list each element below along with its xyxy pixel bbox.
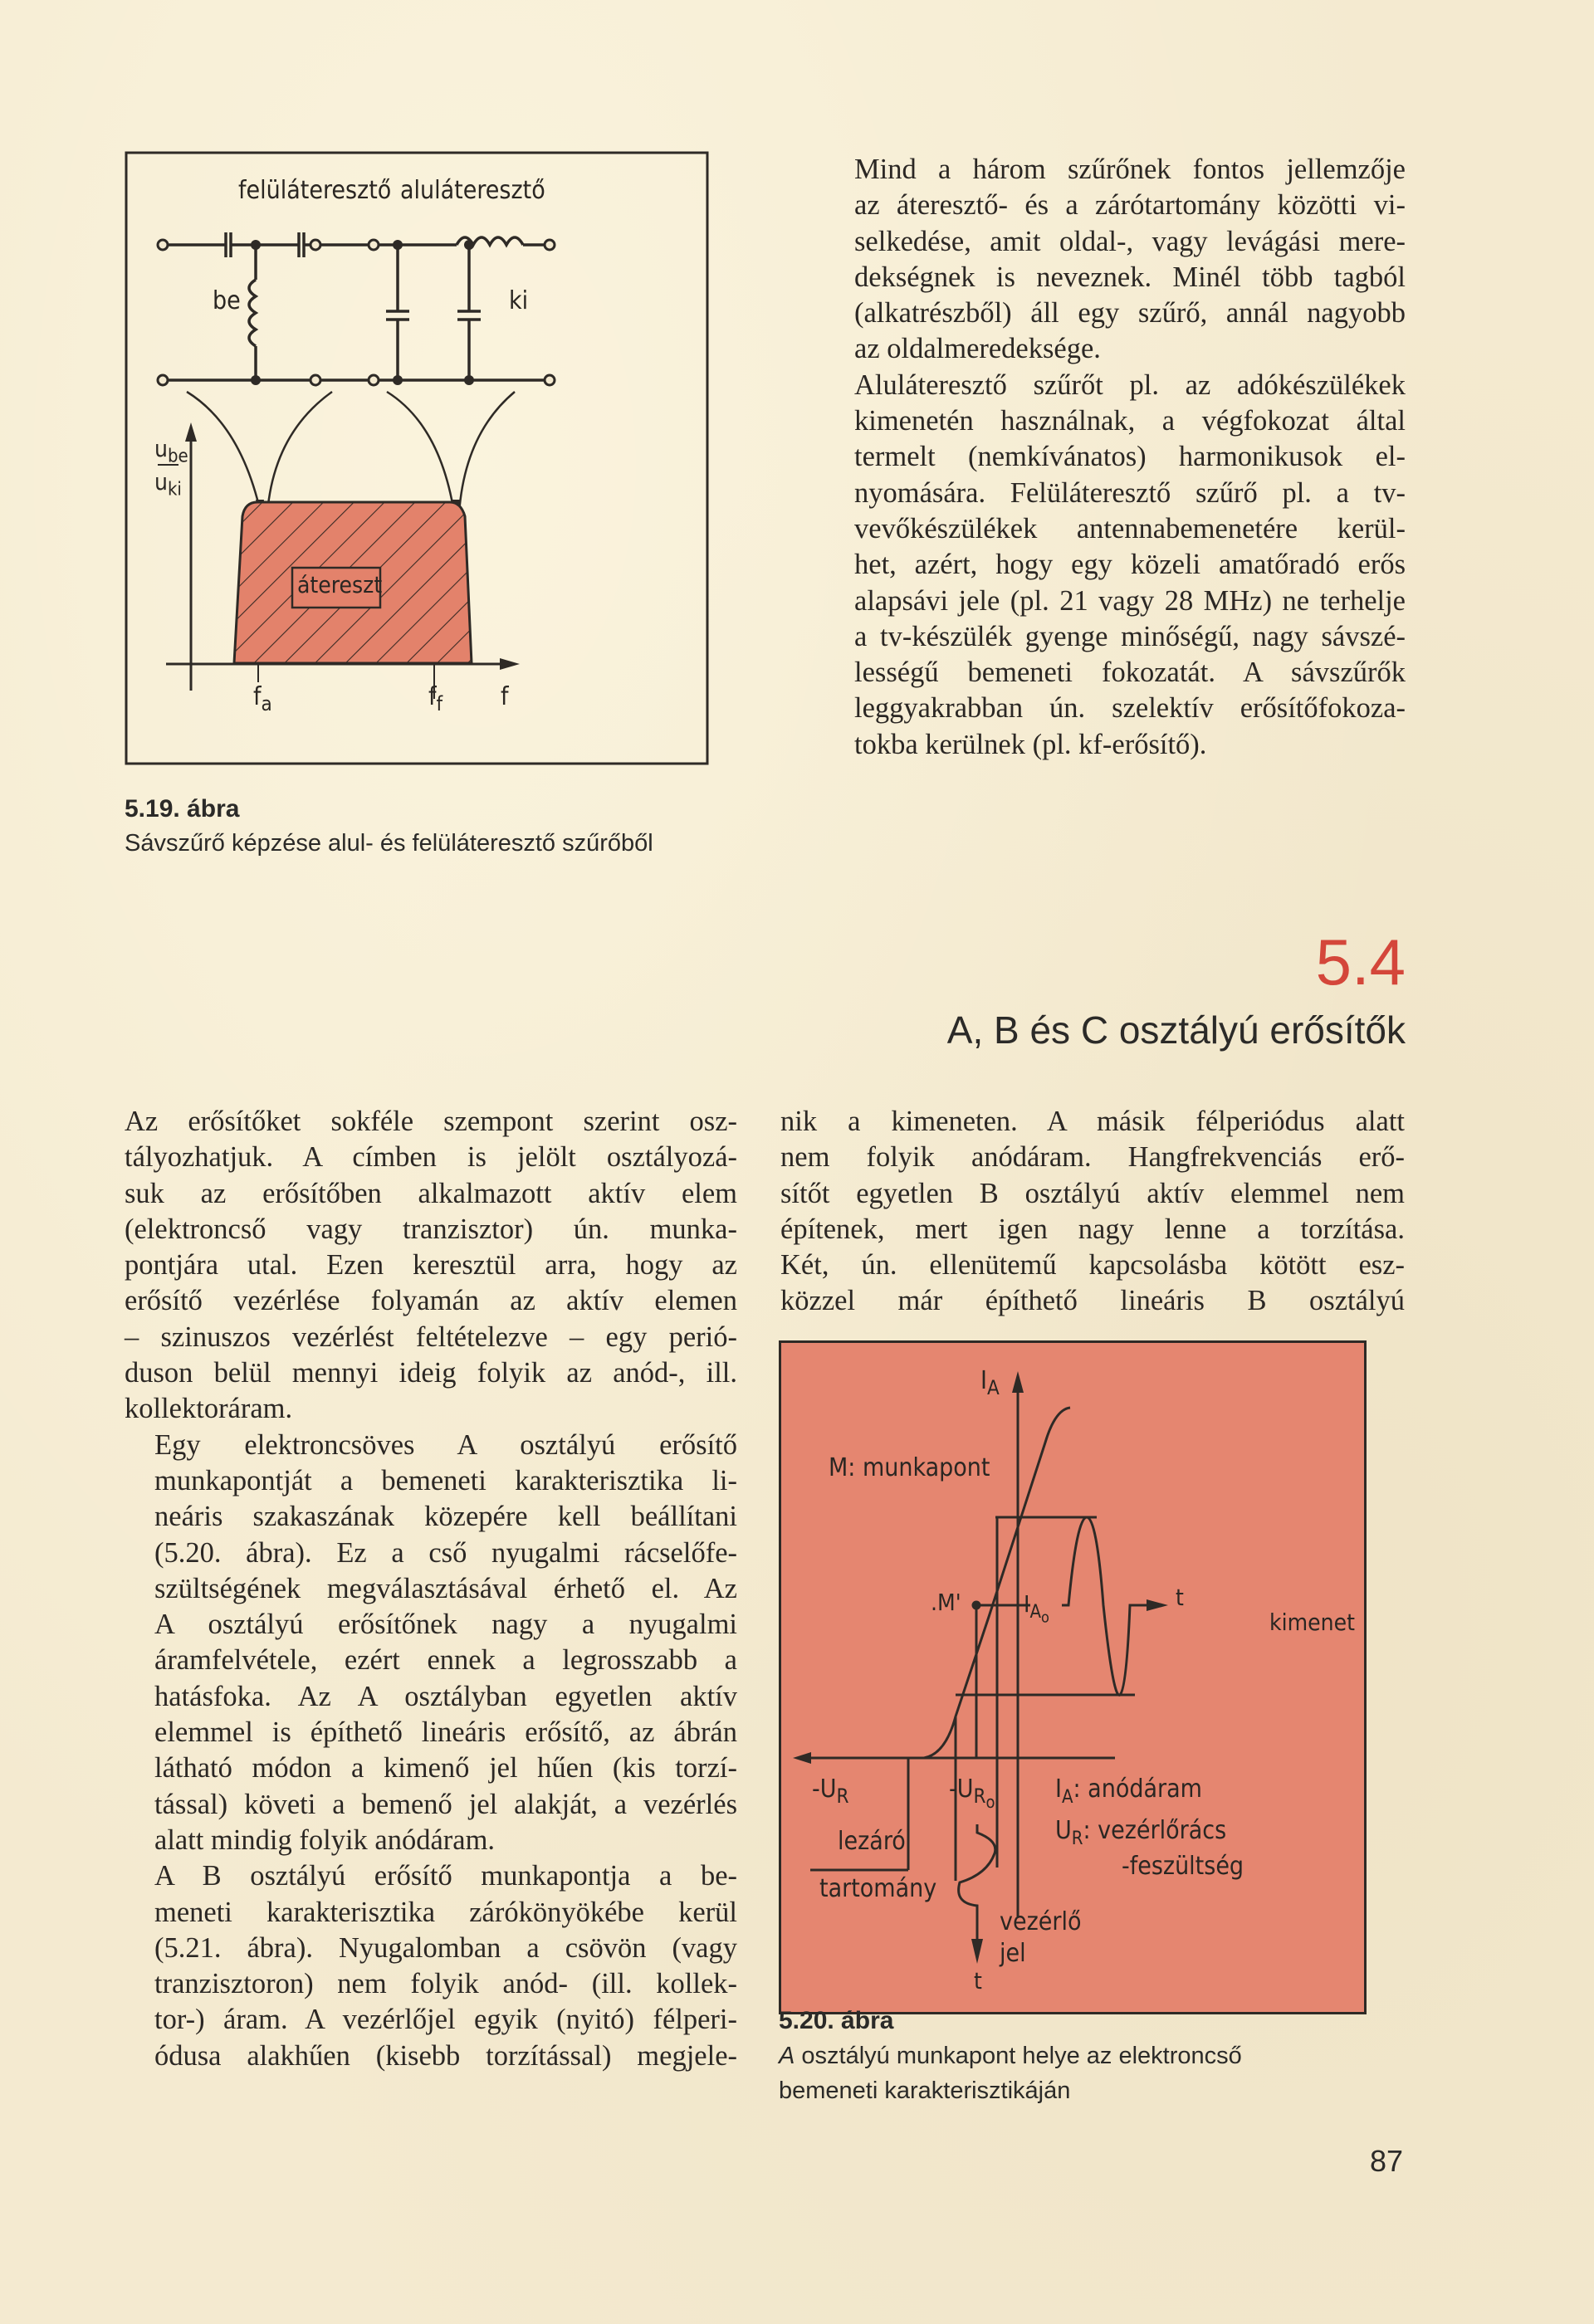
caption-text-line-1: osztályú munkapont helye az elektroncső [795, 2043, 1242, 2069]
text-line: leggyakrabban ún. szelektív erősítőfokoza- [854, 692, 1406, 725]
cutoff-label-2: tartomány [819, 1874, 937, 1903]
x-axis-label: f [501, 682, 509, 711]
f-upper-label: $f_f$ [428, 682, 443, 715]
figure-5-19-caption: Sávszűrő képzése alul- és felüláteresztő szűrőből [125, 830, 653, 857]
text-line: az áteresztő- és a zárótartomány közötti vi- [854, 189, 1406, 222]
text-line: dekségnek is neveznek. Minél több tagból [854, 261, 1406, 293]
legend-ia: $I_A$: anódáram [1055, 1775, 1202, 1808]
caption-italic-letter: A [779, 2043, 795, 2069]
text-line: tással) követi a bemenő jel alakját, a vezérlés [154, 1788, 737, 1820]
text-line: Két, ún. ellenütemű kapcsolásba kötött esz- [780, 1249, 1405, 1282]
text-line: A osztályú erősítőnek nagy a nyugalmi [154, 1609, 737, 1641]
section-number: 5.4 [1315, 925, 1406, 998]
text-line: kollektoráram. [125, 1393, 293, 1425]
control-signal-label-2: jel [1000, 1939, 1026, 1968]
text-line: suk az erősítőben alkalmazott aktív elem [125, 1177, 737, 1209]
text-line: sítőt egyetlen B osztályú aktív elemmel nem [780, 1177, 1405, 1209]
text-line: Az erősítőket sokféle szempont szerint osz- [125, 1106, 737, 1137]
figure-5-19 [125, 151, 710, 765]
text-line: nem folyik anódáram. Hangfrekvenciás erő- [780, 1141, 1405, 1174]
control-signal-label-1: vezérlő [1000, 1907, 1082, 1936]
text-line: meneti karakterisztika zárókönyökébe kerül [154, 1896, 737, 1928]
text-line: duson belül mennyi ideig folyik az anód-, ill. [125, 1357, 737, 1389]
text-line: alapsávi jele (pl. 21 vagy 28 MHz) ne terhelje [854, 584, 1406, 617]
t-input-label: t [974, 1967, 982, 1994]
paragraph [125, 1104, 737, 1428]
t-output-label: t [1176, 1584, 1184, 1611]
text-line: nik a kimeneten. A másik félperiódus alatt [780, 1106, 1405, 1137]
paragraph [824, 152, 1406, 368]
text-line: tályozhatjuk. A címben is jelölt osztályozá- [125, 1141, 737, 1174]
text-line: tor-) áram. A vezérlőjel egyik (nyitó) félperi- [154, 2004, 737, 2036]
legend-ur: $U_R$: vezérlőrács [1055, 1816, 1227, 1849]
section-title: A, B és C osztályú erősítők [946, 1008, 1406, 1052]
lowpass-label: aluláteresztő [400, 176, 545, 205]
text-line: erősítő vezérlése folyamán az aktív elemen [125, 1285, 737, 1317]
output-label: ki [509, 286, 529, 315]
text-line: Egy elektroncsöves A osztályú erősítő [154, 1428, 737, 1461]
text-line: het, azért, hogy egy közeli amatőradó erős [854, 549, 1406, 581]
text-line: alatt mindig folyik anódáram. [154, 1824, 496, 1856]
m-point-label: .M' [931, 1589, 961, 1616]
page-number: 87 [1370, 2144, 1404, 2178]
text-line: vevőkészülékek antennabemenetére kerül- [854, 512, 1406, 544]
neg-ur0-label: $-U_{R_o}$ [949, 1775, 995, 1812]
caption-text-line-2: bemeneti karakterisztikáján [779, 2077, 1071, 2104]
text-line: közzel már építhető lineáris B osztályú [780, 1285, 1405, 1317]
figure-5-20-number: 5.20. ábra [779, 2007, 894, 2034]
text-line: Mind a három szűrőnek fontos jellemzője [854, 154, 1406, 185]
text-line: ódusa alakhűen (kisebb torzítással) megjele- [154, 2039, 737, 2072]
output-label: kimenet [1269, 1609, 1355, 1636]
paragraph [780, 1104, 1405, 1320]
text-line: neáris szakaszának közepére kell beállítani [154, 1501, 737, 1533]
text-line: pontjára utal. Ezen keresztül arra, hogy az [125, 1249, 737, 1282]
legend-munkapont: M: munkapont [829, 1453, 990, 1482]
text-line: az oldalmeredeksége. [854, 333, 1101, 365]
text-line: kimenetén használnak, a végfokozat által [854, 405, 1406, 437]
right-column-top-text [824, 152, 1406, 763]
legend-ur-line2: -feszültség [1122, 1852, 1244, 1881]
text-line: (5.20. ábra). Ez a cső nyugalmi rácselőfe- [154, 1536, 737, 1569]
paragraph [824, 368, 1406, 763]
f-lower-label: $f_a$ [253, 682, 272, 715]
ia0-label: $I_{A_o}$ [1024, 1590, 1049, 1626]
text-line: munkapontját a bemeneti karakterisztika li- [154, 1464, 737, 1496]
text-line: (alkatrészből) áll egy szűrő, annál nagyobb [854, 297, 1406, 330]
text-line: áramfelvétele, ezért ennek a legrosszabb a [154, 1644, 737, 1677]
highpass-label: felüláteresztő [238, 176, 392, 205]
text-line: nyomására. Felüláteresztő szűrő pl. a tv- [854, 476, 1406, 509]
right-column-bottom-text [780, 1104, 1405, 1320]
text-line: látható módon a kimenő jel hűen (kis torzí- [154, 1752, 737, 1784]
text-line: lességű bemeneti fokozatát. A sávszűrők [854, 657, 1406, 689]
text-line: építenek, mert igen nagy lenne a torzítása. [780, 1213, 1405, 1245]
text-line: Aluláteresztő szűrőt pl. az adókészülékek [854, 369, 1406, 401]
bandpass-filter-diagram [125, 151, 710, 765]
text-line: szültségének megválasztásával érhető el. Az [154, 1572, 737, 1604]
input-label: be [213, 286, 241, 315]
paragraph [125, 1428, 737, 1859]
text-line: – szinuszos vezérlést feltételezve – egy perió- [125, 1321, 737, 1353]
figure-5-20 [779, 1340, 1367, 2014]
figure-5-19-number: 5.19. ábra [125, 795, 240, 823]
figure-5-20-caption [779, 2038, 1242, 2108]
y-axis-numerator: $u_{be}$ [154, 435, 188, 467]
text-line: selkedése, amit oldal-, vagy levágási mere- [854, 225, 1406, 257]
text-line: A B osztályú erősítő munkapontja a be- [154, 1860, 737, 1892]
text-line: tokba kerülnek (pl. kf-erősítő). [854, 728, 1207, 760]
text-line: (5.21. ábra). Nyugalomban a csövön (vagy [154, 1931, 737, 1964]
y-axis-denominator: $u_{ki}$ [154, 468, 182, 500]
neg-ur-label: $-U_R$ [812, 1775, 849, 1808]
text-line: hatásfoka. Az A osztályban egyetlen aktív [154, 1680, 737, 1712]
ia-axis-label: $I_A$ [980, 1366, 1000, 1399]
text-line: elemmel is építhető lineáris erősítő, az ábrán [154, 1716, 737, 1749]
text-line: termelt (nemkívánatos) harmonikusok el- [854, 441, 1406, 473]
paragraph [125, 1858, 737, 2074]
text-line: tranzisztoron) nem folyik anód- (ill. kollek- [154, 1968, 737, 2000]
left-column-bottom-text [125, 1104, 737, 2074]
cutoff-label-1: lezáró [838, 1827, 906, 1856]
text-line: a tv-készülék gyenge minőségű, nagy sávszé- [854, 620, 1406, 652]
text-line: (elektroncső vagy tranzisztor) ún. munka- [125, 1213, 737, 1245]
passband-label: átereszt [297, 571, 383, 598]
